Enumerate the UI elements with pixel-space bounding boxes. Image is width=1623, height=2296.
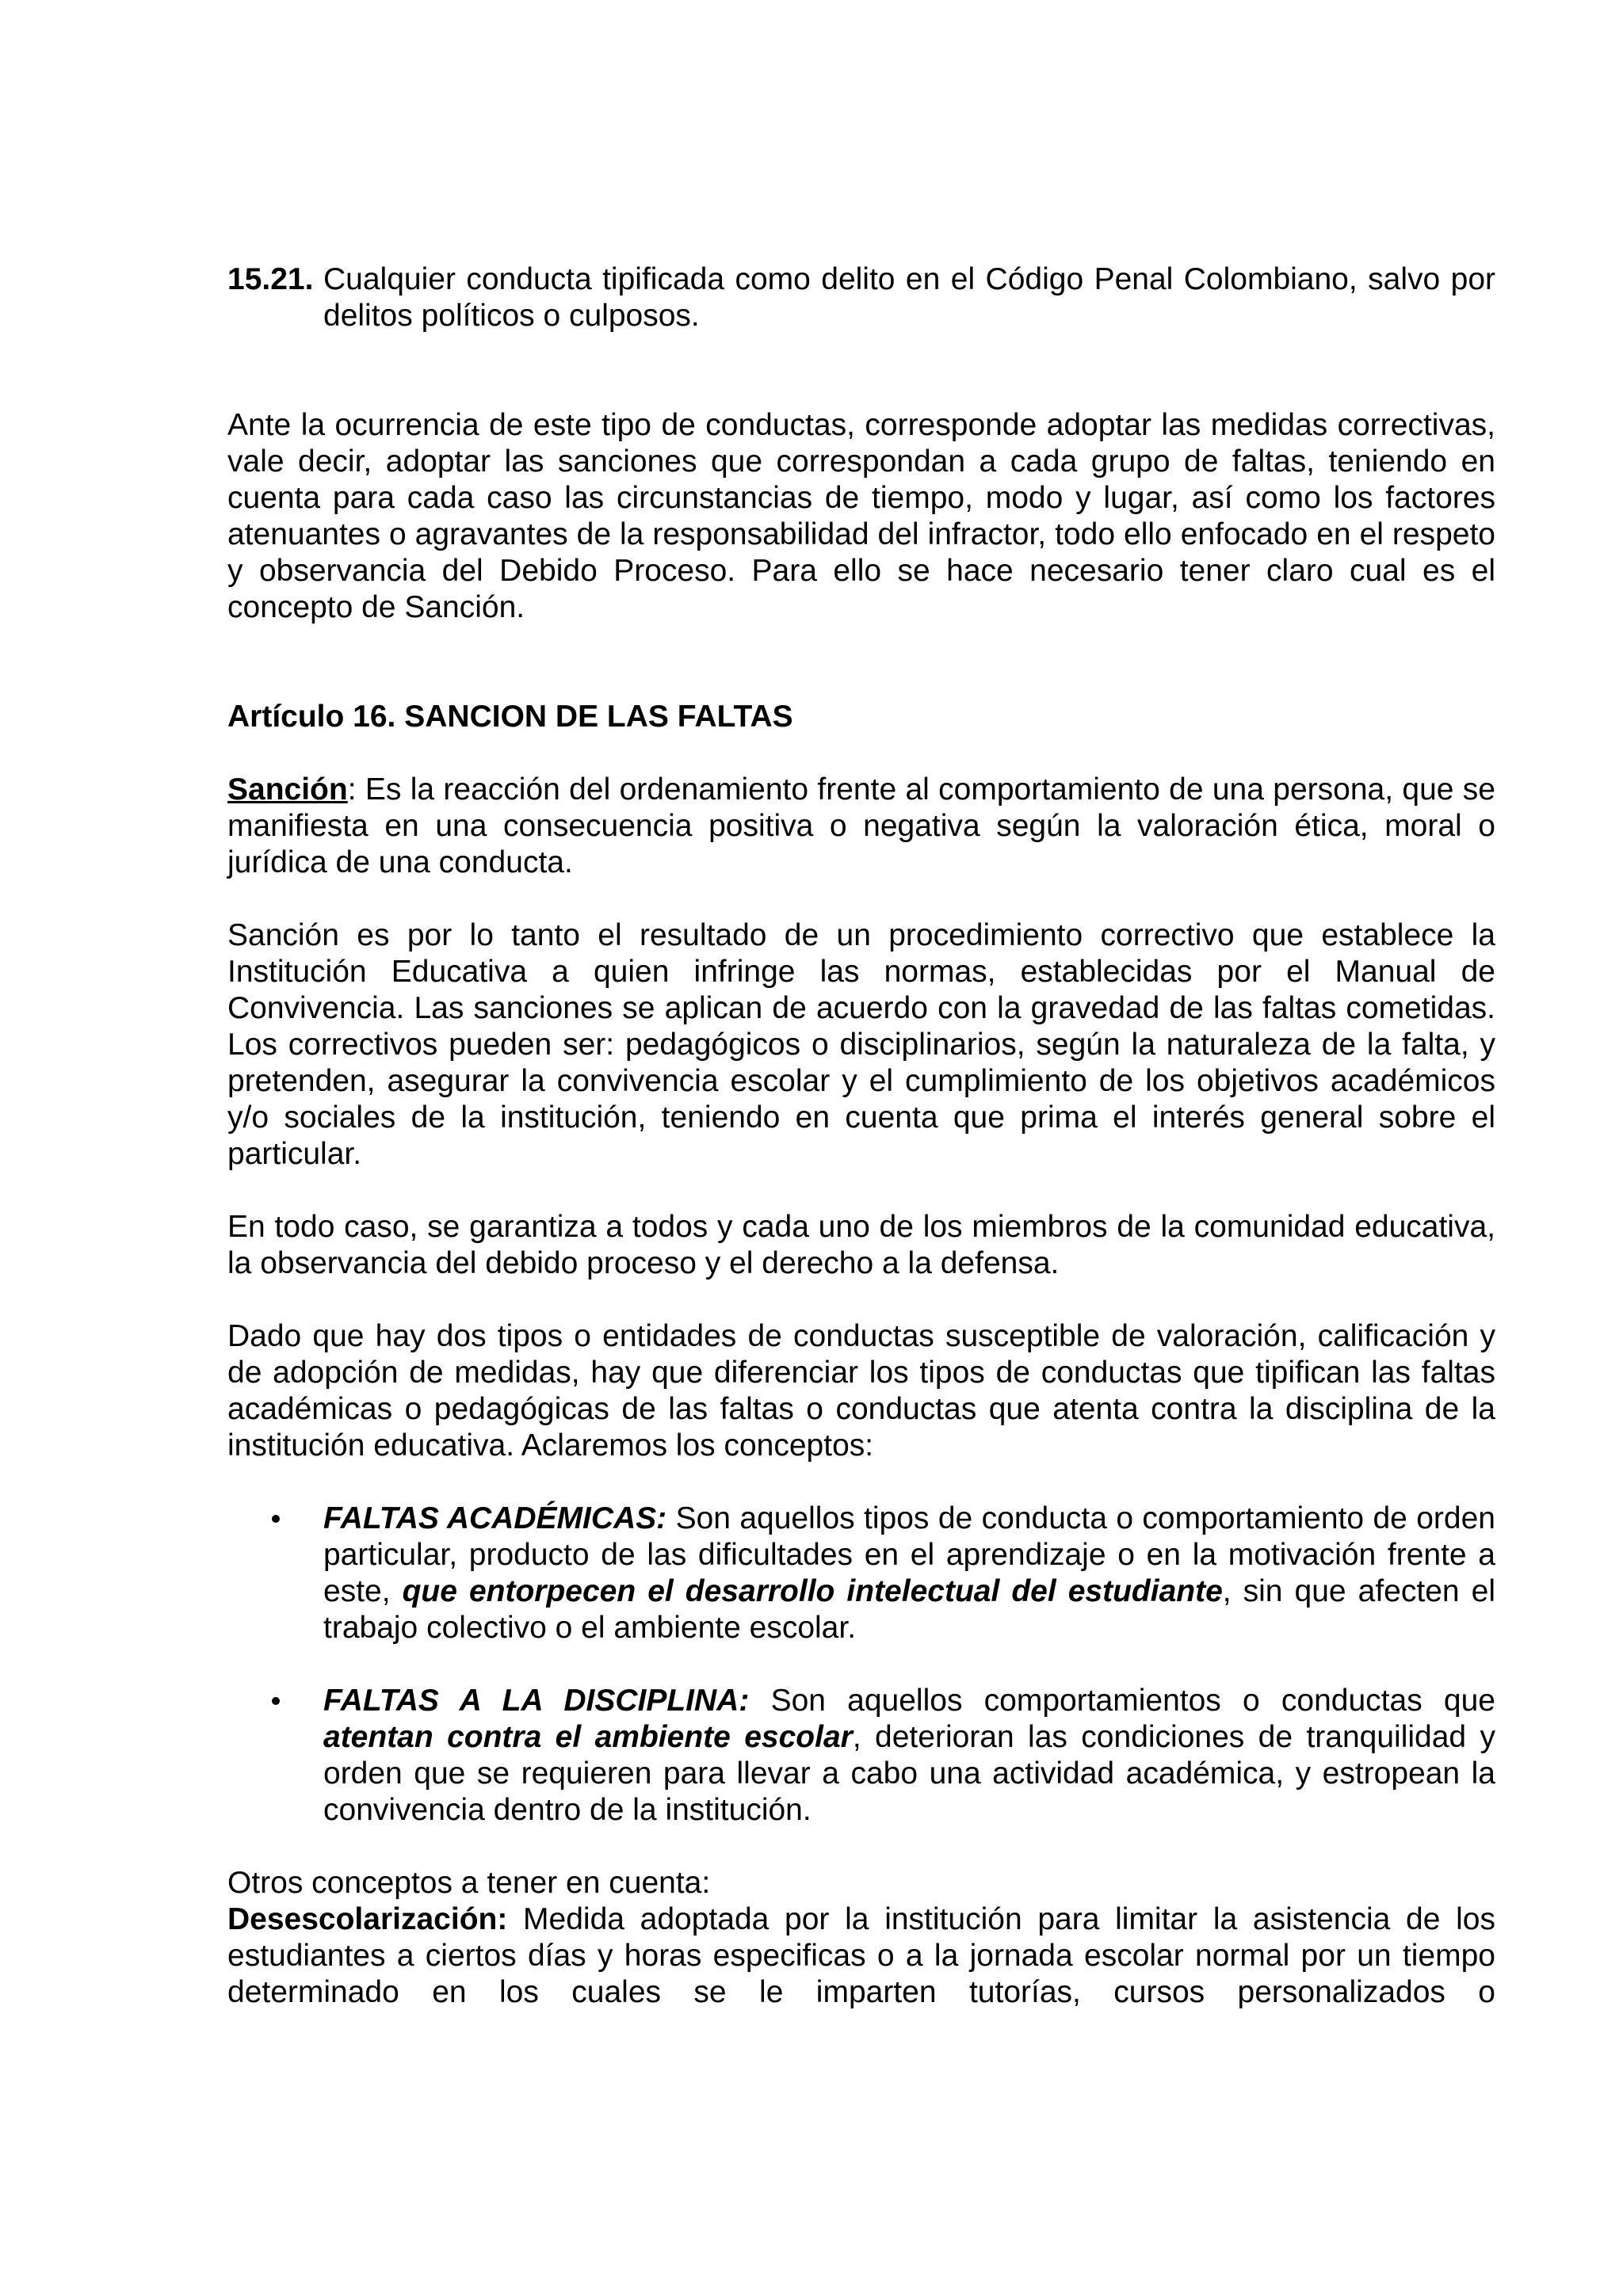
sancion-definition: : Es la reacción del ordenamiento frente al comportamiento de una persona, que se manifiesta en una consecuencia positiva o negativa según la valoración ética, moral o jurídica de una conducta. <box>227 772 1495 879</box>
desescolarizacion-term: Desescolarización: <box>227 1902 508 1936</box>
bullet-term: FALTAS ACADÉMICAS: <box>323 1501 667 1535</box>
bullet-dot-icon <box>227 1683 323 1829</box>
bullet-faltas-academicas <box>227 1501 1495 1646</box>
bullet-text-before: Son aquellos comportamientos o conductas que <box>749 1684 1496 1718</box>
paragraph-ante: Ante la ocurrencia de este tipo de conductas, corresponde adoptar las medidas correctivas, vale decir, adoptar las sanciones que correspondan a cada grupo de faltas, teniendo en cuenta para cada caso las circunstancias de tiempo, modo y lugar, así como los factores atenuantes o agravantes de la responsabilidad del infractor, todo ello enfocado en el respeto y observancia del Debido Proceso. Para ello se hace necesario tener claro cual es el concepto de Sanción. <box>227 408 1495 624</box>
paragraph-desescolarizacion <box>227 1901 1495 2011</box>
paragraph-sancion-definition <box>227 772 1495 881</box>
bullet-faltas-disciplina <box>227 1683 1495 1829</box>
paragraph-dado: Dado que hay dos tipos o entidades de conductas susceptible de valoración, calificación y de adopción de medidas, hay que diferenciar los tipos de conductas que tipifican las faltas académicas o pedagógicas de las faltas o conductas que atenta contra la disciplina de la institución educativa. Aclaremos los conceptos: <box>227 1319 1495 1463</box>
document-page <box>227 261 1495 2011</box>
bullet-emphasis: que entorpecen el desarrollo intelectual del estudiante <box>402 1574 1223 1608</box>
paragraph-garantiza: En todo caso, se garantiza a todos y cada uno de los miembros de la comunidad educativa, la observancia del debido proceso y el derecho a la defensa. <box>227 1210 1495 1280</box>
paragraph-resultado: Sanción es por lo tanto el resultado de un procedimiento correctivo que establece la Institución Educativa a quien infringe las normas, establecidas por el Manual de Convivencia. Las sanciones se aplican de acuerdo con la gravedad de las faltas cometidas. Los correctivos pueden ser: pedagógicos o disciplinarios, según la naturaleza de la falta, y pretenden, asegurar la convivencia escolar y el cumplimiento de los objetivos académicos y/o sociales de la institución, teniendo en cuenta que prima el interés general sobre el particular. <box>227 918 1495 1171</box>
numbered-item-15-21 <box>227 261 1495 334</box>
desescolarizacion-text: Medida adoptada por la institución para limitar la asistencia de los estudiantes a ciertos días y horas especificas o a la jornada escolar normal por un tiempo determinado en los cuales se le imparten tutorías, cursos personalizados o <box>227 1902 1495 2009</box>
bullet-text-after: , deterioran las condiciones de tranquilidad y orden que se requieren para llevar a cabo una actividad académica, y estropean la convivencia dentro de la institución. <box>323 1720 1495 1827</box>
bullet-text-before: Son aquellos tipos de conducta o comportamiento de orden particular, producto de las dificultades en el aprendizaje o en la motivación frente a este, <box>323 1501 1495 1608</box>
bullet-dot-icon <box>227 1501 323 1646</box>
item-number: 15.21. <box>227 262 314 296</box>
bullet-term: FALTAS A LA DISCIPLINA: <box>323 1684 750 1718</box>
bullet-emphasis: atentan contra el ambiente escolar <box>323 1720 853 1754</box>
faltas-bullet-list <box>227 1501 1495 1829</box>
otros-intro: Otros conceptos a tener en cuenta: <box>227 1866 711 1900</box>
bullet-text <box>323 1683 1495 1829</box>
sancion-term: Sanción <box>227 772 348 807</box>
bullet-text <box>323 1501 1495 1646</box>
bullet-text-after: , sin que afecten el trabajo colectivo o el ambiente escolar. <box>323 1574 1495 1645</box>
item-text: Cualquier conducta tipificada como delito en el Código Penal Colombiano, salvo por delitos políticos o culposos. <box>323 262 1495 333</box>
article-16-heading: Artículo 16. SANCION DE LAS FALTAS <box>227 700 793 734</box>
